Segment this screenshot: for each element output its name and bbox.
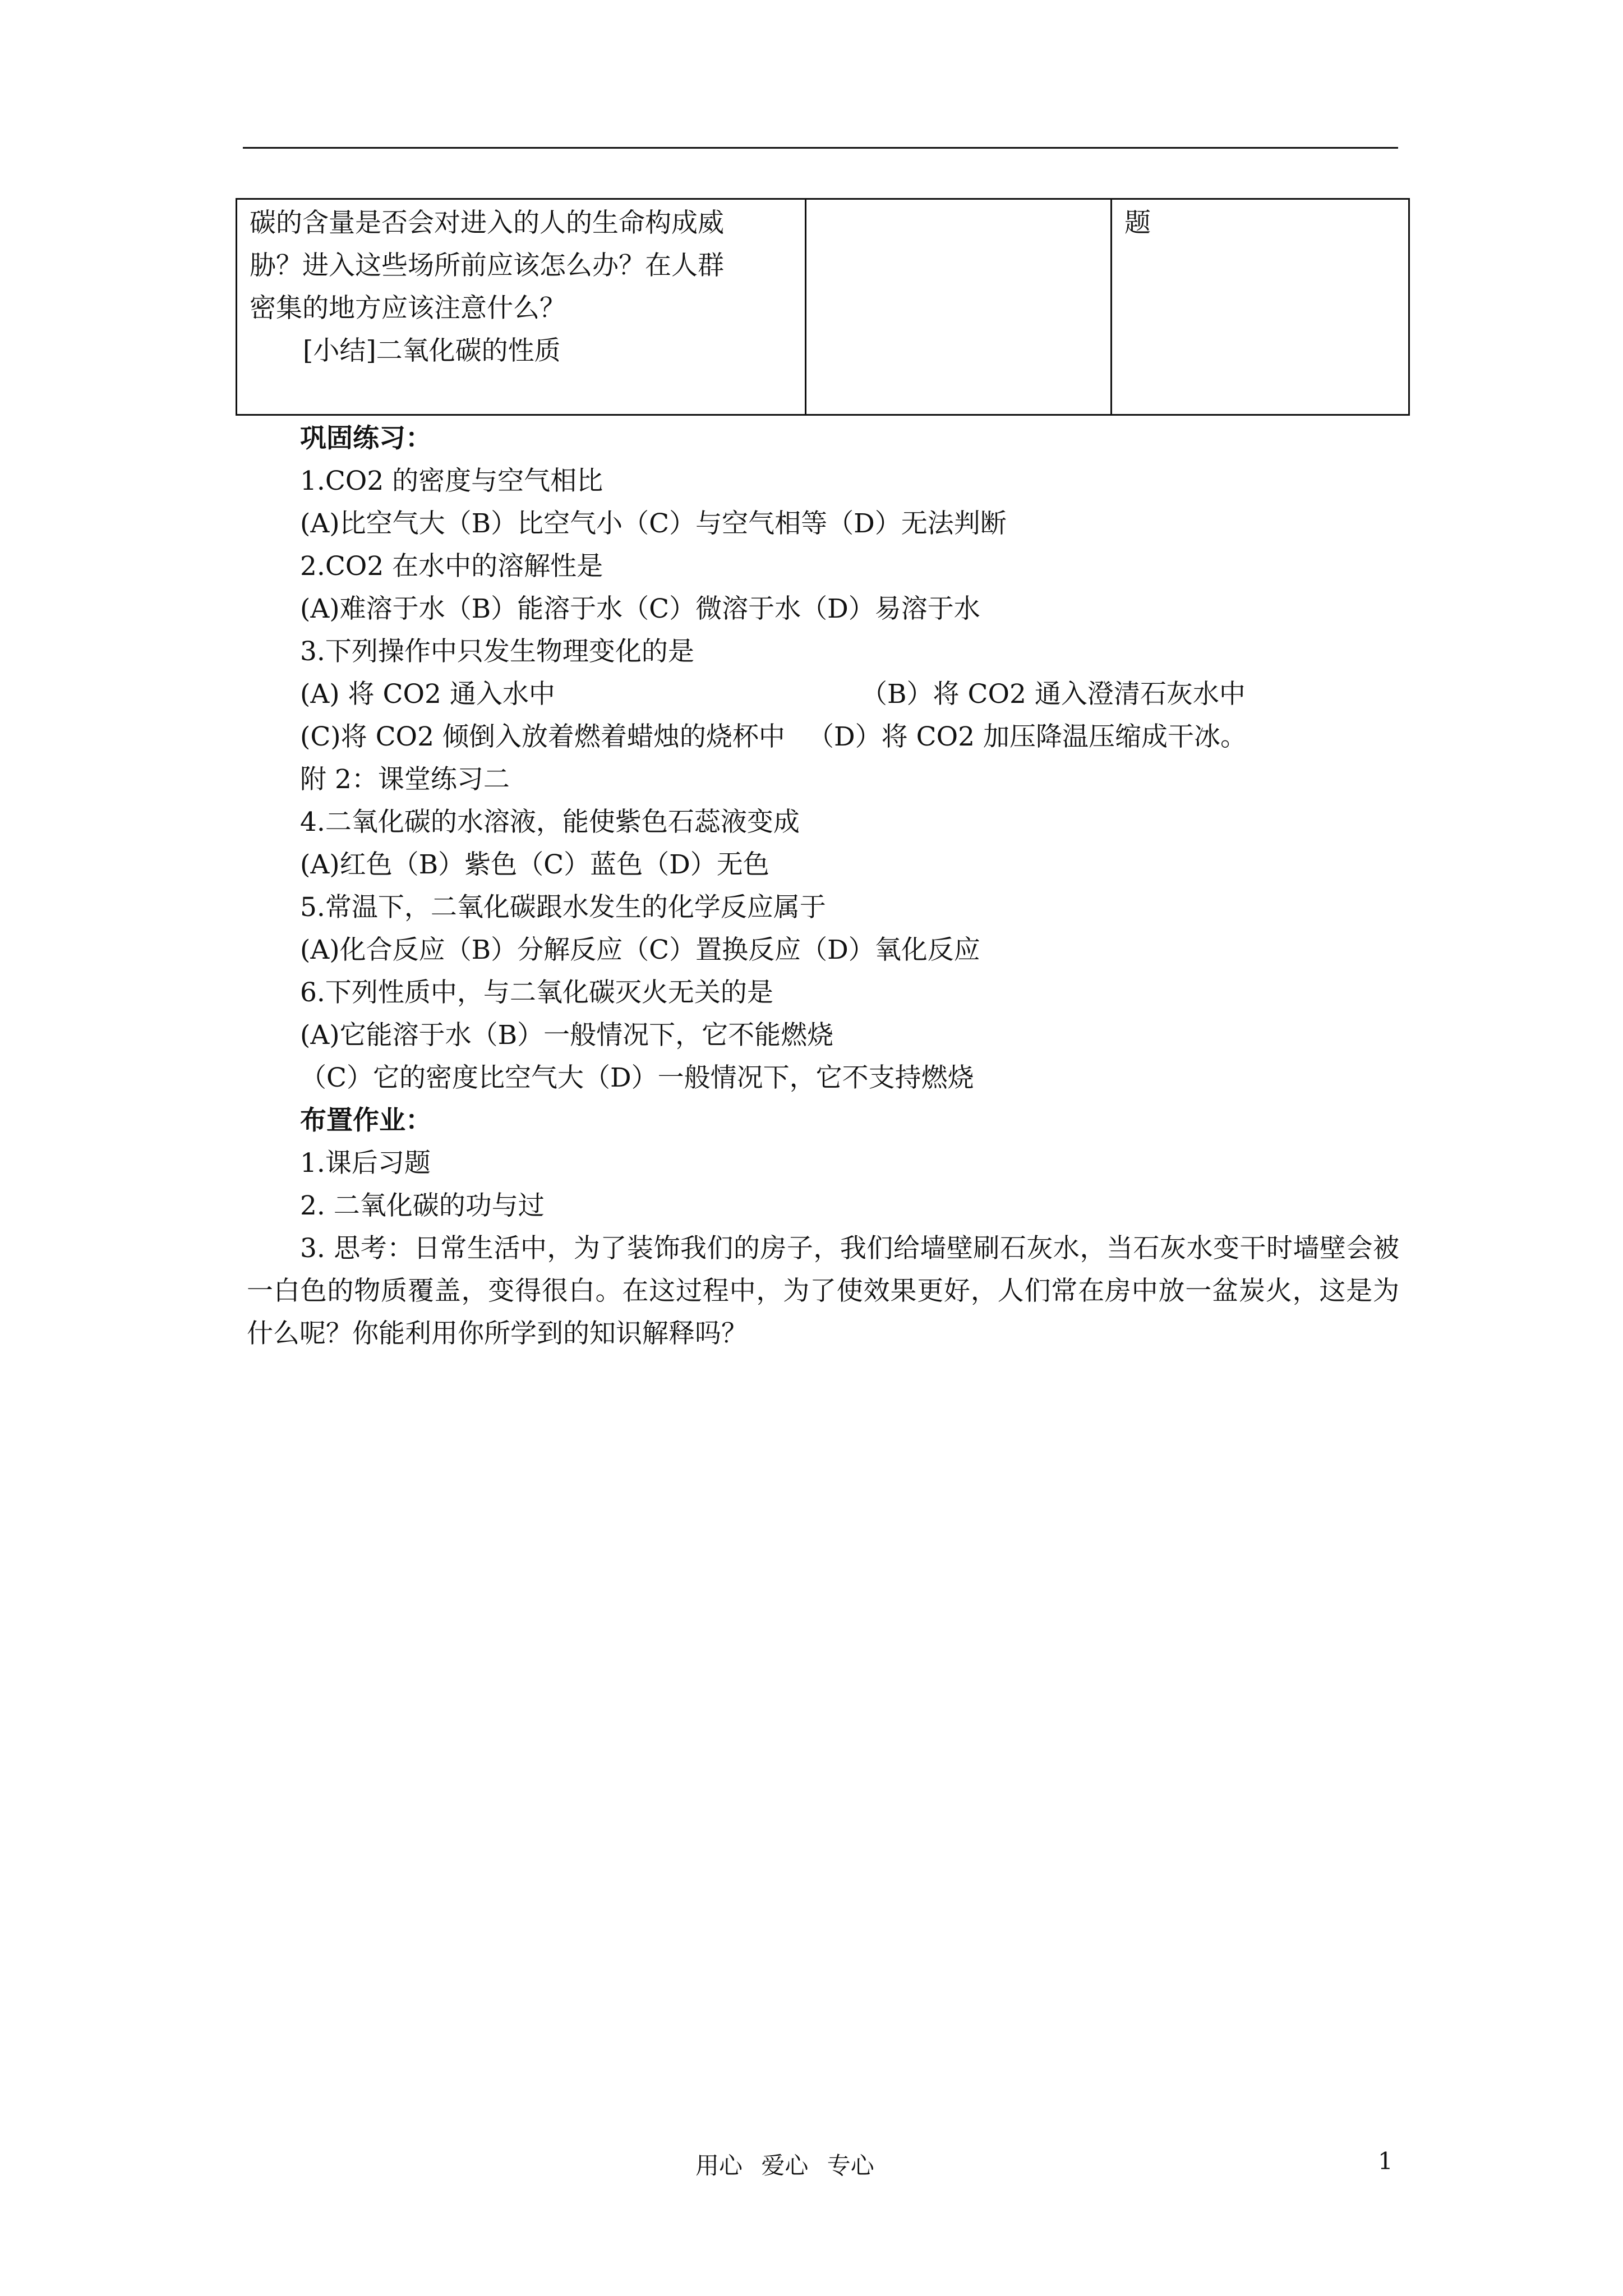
homework-item-2: 2. 二氧化碳的功与过 (300, 1190, 545, 1221)
question-3-option-d: （D）将 CO2 加压降温压缩成干冰。 (808, 721, 1247, 752)
question-5: 5.常温下，二氧化碳跟水发生的化学反应属于 (300, 892, 826, 923)
table-text-line-2: 胁？进入这些场所前应该怎么办？在人群 (250, 250, 724, 281)
question-3-option-c: (C)将 CO2 倾倒入放着燃着蜡烛的烧杯中 (300, 721, 785, 752)
question-2-options: (A)难溶于水（B）能溶于水（C）微溶于水（D）易溶于水 (300, 593, 980, 624)
question-1: 1.CO2 的密度与空气相比 (300, 466, 603, 496)
question-6: 6.下列性质中，与二氧化碳灭火无关的是 (300, 977, 773, 1008)
page-number: 1 (1378, 2147, 1393, 2175)
homework-item-3: 3. 思考：日常生活中，为了装饰我们的房子，我们给墙壁刷石灰水，当石灰水变干时墙壁会被一白色的物质覆盖，变得很白。在这过程中，为了使效果更好，人们常在房中放一盆炭火，这是为什么呢？你能利用你所学到的知识解释吗？ (247, 1233, 1399, 1349)
question-6-options-1: (A)它能溶于水（B）一般情况下，它不能燃烧 (300, 1020, 834, 1051)
question-3-option-b: （B）将 CO2 通入澄清石灰水中 (861, 679, 1246, 710)
table-cell-right-text: 题 (1124, 208, 1151, 238)
header-rule (243, 147, 1398, 149)
appendix-heading: 附 2：课堂练习二 (300, 764, 510, 795)
homework-heading: 布置作业： (300, 1105, 432, 1136)
homework-item-1: 1.课后习题 (300, 1148, 431, 1179)
table-cell-right (1112, 199, 1409, 415)
question-5-options: (A)化合反应（B）分解反应（C）置换反应（D）氧化反应 (300, 935, 980, 965)
question-3: 3.下列操作中只发生物理变化的是 (300, 636, 694, 667)
question-1-options: (A)比空气大（B）比空气小（C）与空气相等（D）无法判断 (300, 508, 1007, 539)
question-2: 2.CO2 在水中的溶解性是 (300, 551, 603, 582)
lesson-table (236, 198, 1410, 416)
table-row (237, 199, 1409, 415)
table-text-line-3: 密集的地方应该注意什么？ (250, 293, 566, 324)
footer-slogan: 用心 爱心 专心 (695, 2152, 874, 2179)
question-3-option-a: (A) 将 CO2 通入水中 (300, 679, 555, 710)
question-4-options: (A)红色（B）紫色（C）蓝色（D）无色 (300, 849, 769, 880)
table-cell-empty (806, 199, 1112, 415)
table-text-line-1: 碳的含量是否会对进入的人的生命构成威 (250, 208, 724, 238)
question-6-options-2: （C）它的密度比空气大（D）一般情况下，它不支持燃烧 (300, 1062, 974, 1093)
table-summary-line: [小结]二氧化碳的性质 (303, 335, 561, 366)
question-4: 4.二氧化碳的水溶液，能使紫色石蕊液变成 (300, 807, 800, 838)
practice-heading: 巩固练习： (300, 423, 432, 454)
table-cell-content (237, 199, 806, 415)
